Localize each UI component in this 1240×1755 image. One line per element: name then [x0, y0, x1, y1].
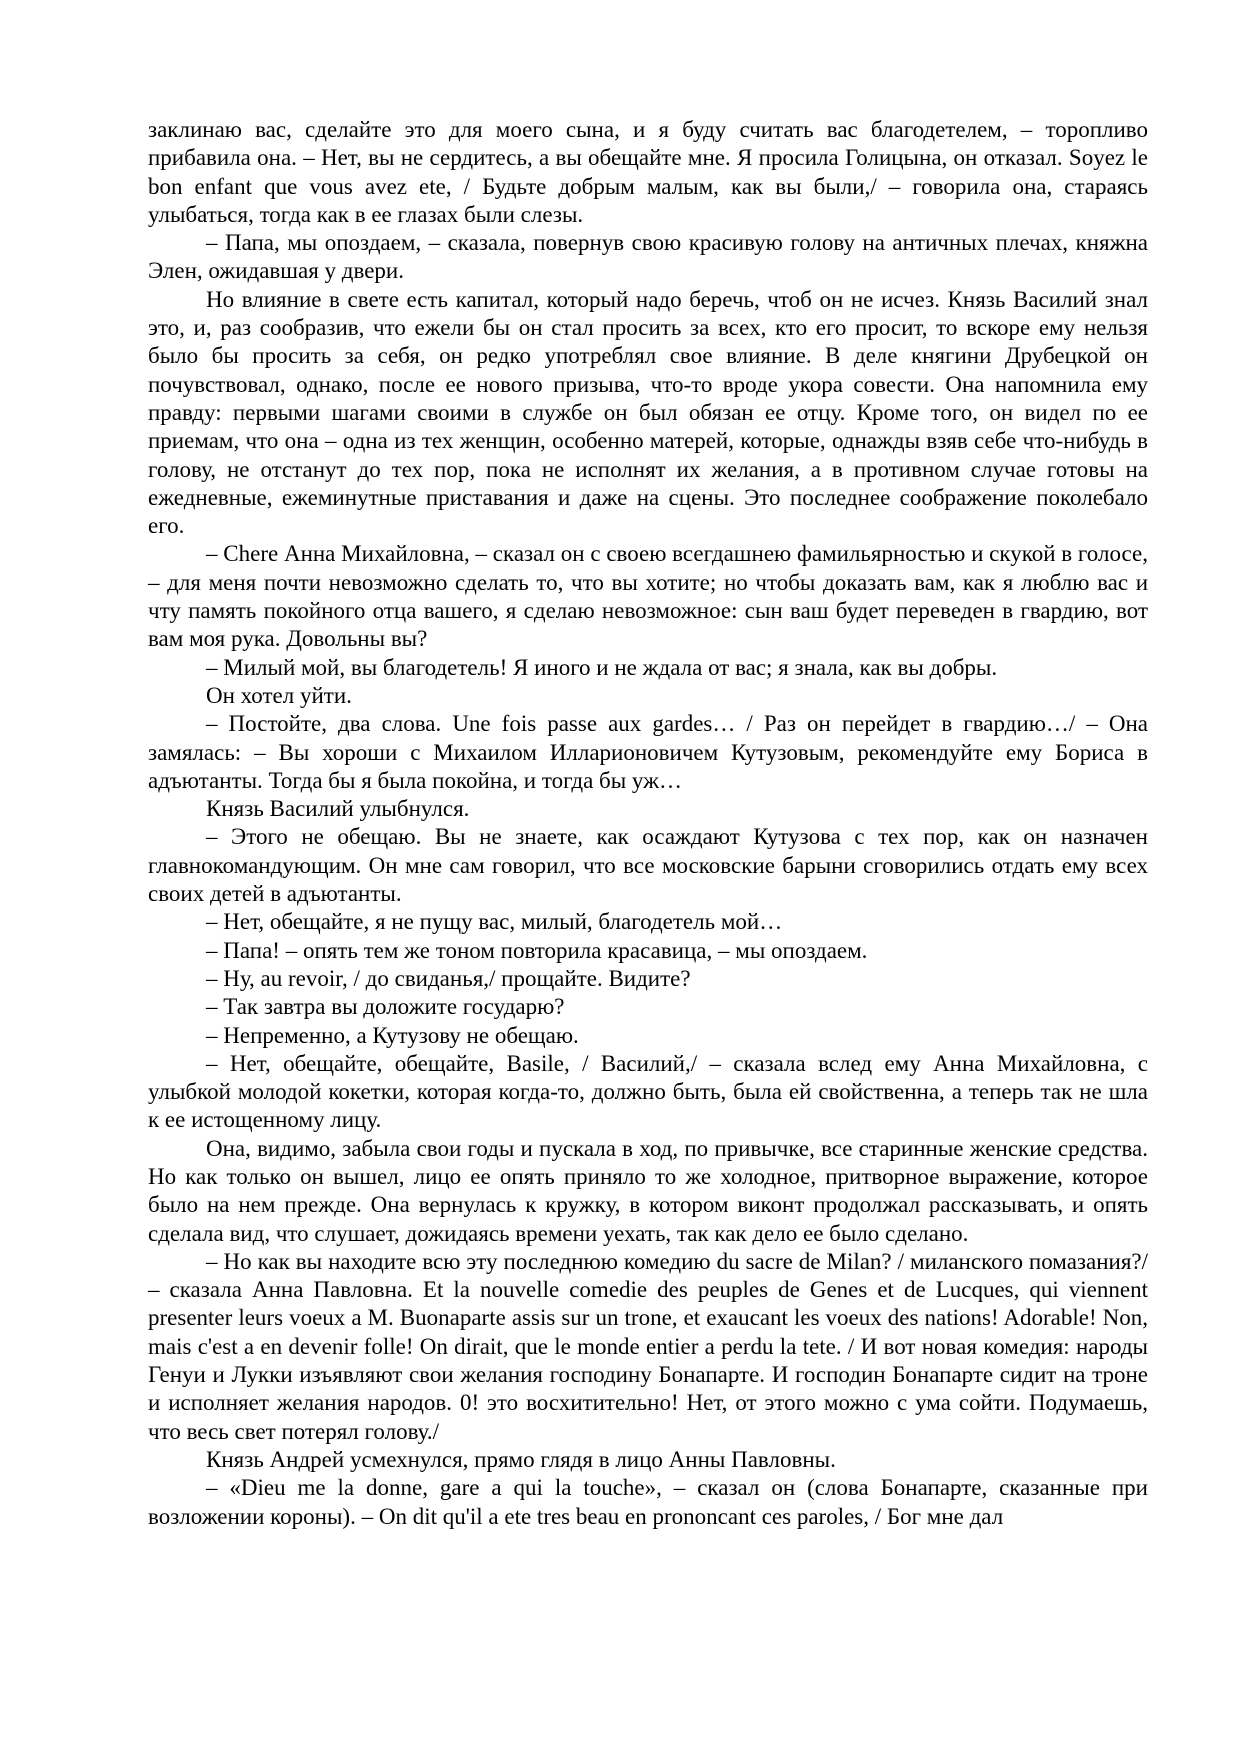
paragraph: – Но как вы находите всю эту последнюю комедию du sacre de Milan? / миланского помазания?/ – сказала Анна Павловна. Et la nouvelle comedie des peuples de Genes et de Lucques, qui viennent presenter leurs voeux a M. Buonaparte assis sur un trone, et exaucant les voeux des nations! Adorable! Non, mais c'est a en devenir folle! On dirait, que le monde entier a perdu la tete. / И вот новая комедия: народы Генуи и Лукки изъявляют свои желания господину Бонапарте. И господин Бонапарте сидит на троне и исполняет желания народов. 0! это восхитительно! Нет, от этого можно с ума сойти. Подумаешь, что весь свет потерял голову./ [148, 1248, 1148, 1444]
paragraph: – Папа, мы опоздаем, – сказала, повернув свою красивую голову на античных плечах, княжна Элен, ожидавшая у двери. [148, 230, 1148, 284]
paragraph: Она, видимо, забыла свои годы и пускала в ход, по привычке, все старинные женские средства. Но как только он вышел, лицо ее опять приняло то же холодное, притворное выражение, которое было на нем прежде. Она вернулась к кружку, в котором виконт продолжал рассказывать, и опять сделала вид, что слушает, дожидаясь времени уехать, так как дело ее было сделано. [148, 1135, 1148, 1246]
paragraph: – Нет, обещайте, обещайте, Basile, / Василий,/ – сказала вслед ему Анна Михайловна, с улыбкой молодой кокетки, которая когда-то, должно быть, была ей свойственна, а теперь так не шла к ее истощенному лицу. [148, 1050, 1148, 1133]
document-page [148, 116, 1148, 1531]
paragraph: – Так завтра вы доложите государю? [206, 994, 565, 1020]
paragraph: – «Dieu me la donne, gare a qui la touche», – сказал он (слова Бонапарте, сказанные при возложении короны). – On dit qu'il a ete tres beau en prononcant ces paroles, / Бог мне дал [148, 1475, 1148, 1529]
paragraph: Князь Василий улыбнулся. [206, 796, 470, 822]
paragraph: – Chere Анна Михайловна, – сказал он с своею всегдашнею фамильярностью и скукой в голосе, – для меня почти невозможно сделать то, что вы хотите; но чтобы доказать вам, как я люблю вас и чту память покойного отца вашего, я сделаю невозможное: сын ваш будет переведен в гвардию, вот вам моя рука. Довольны вы? [148, 541, 1148, 652]
paragraph: – Папа! – опять тем же тоном повторила красавица, – мы опоздаем. [206, 937, 868, 963]
paragraph: – Непременно, а Кутузову не обещаю. [206, 1022, 579, 1048]
paragraph: Но влияние в свете есть капитал, который надо беречь, чтоб он не исчез. Князь Василий знал это, и, раз сообразив, что ежели бы он стал просить за всех, кто его просит, то вскоре ему нельзя было бы просить за себя, он редко употреблял свое влияние. В деле княгини Друбецкой он почувствовал, однако, после ее нового призыва, что-то вроде укора совести. Она напомнила ему правду: первыми шагами своими в службе он был обязан ее отцу. Кроме того, он видел по ее приемам, что она – одна из тех женщин, особенно матерей, которые, однажды взяв себе что-нибудь в голову, не отстанут до тех пор, пока не исполнят их желания, а в противном случае готовы на ежедневные, ежеминутные приставания и даже на сцены. Это последнее соображение поколебало его. [148, 286, 1148, 539]
paragraph: – Ну, au revoir, / до свиданья,/ прощайте. Видите? [206, 965, 691, 991]
paragraph: – Этого не обещаю. Вы не знаете, как осаждают Кутузова с тех пор, как он назначен главнокомандующим. Он мне сам говорил, что все московские барыни сговорились отдать ему всех своих детей в адъютанты. [148, 824, 1148, 907]
paragraph: – Нет, обещайте, я не пущу вас, милый, благодетель мой… [206, 909, 783, 935]
paragraph: – Постойте, два слова. Une fois passe aux gardes… / Раз он перейдет в гвардию…/ – Она замялась: – Вы хороши с Михаилом Илларионовичем Кутузовым, рекомендуйте ему Бориса в адъютанты. Тогда бы я была покойна, и тогда бы уж… [148, 711, 1148, 793]
paragraph-continued: заклинаю вас, сделайте это для моего сына, и я буду считать вас благодетелем, – торопливо прибавила она. – Нет, вы не сердитесь, а вы обещайте мне. Я просила Голицына, он отказал. Soyez le bon enfant que vous avez ete, / Будьте добрым малым, как вы были,/ – говорила она, стараясь улыбаться, тогда как в ее глазах были слезы. [148, 117, 1148, 227]
paragraph: Князь Андрей усмехнулся, прямо глядя в лицо Анны Павловны. [206, 1446, 836, 1472]
paragraph: Он хотел уйти. [206, 682, 352, 708]
paragraph: – Милый мой, вы благодетель! Я иного и не ждала от вас; я знала, как вы добры. [206, 654, 998, 680]
